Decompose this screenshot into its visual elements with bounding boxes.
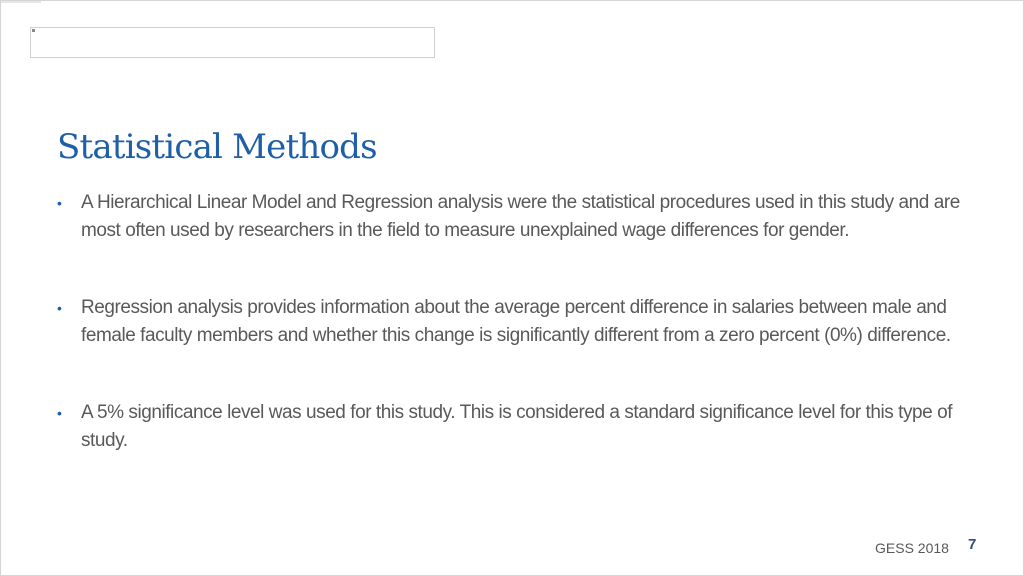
bullet-list <box>57 189 977 455</box>
bullet-text: A 5% significance level was used for this study. This is considered a standard significance level for this type of study. <box>81 402 953 451</box>
logo-mark-icon <box>32 29 35 32</box>
slide-title: Statistical Methods <box>57 127 377 167</box>
footer-label: GESS 2018 <box>875 540 949 556</box>
bullet-item <box>57 399 977 455</box>
bullet-dot-icon: • <box>57 195 62 211</box>
logo-placeholder <box>30 27 435 58</box>
bullet-text: A Hierarchical Linear Model and Regression analysis were the statistical procedures used in this study and are most often used by researchers in the field to measure unexplained wage differences for gender. <box>81 192 960 241</box>
page-number: 7 <box>968 536 977 553</box>
corner-mark <box>1 1 41 3</box>
bullet-item <box>57 294 977 350</box>
bullet-dot-icon: • <box>57 405 62 421</box>
bullet-item <box>57 189 977 245</box>
bullet-text: Regression analysis provides information about the average percent difference in salaries between male and female faculty members and whether this change is significantly different from a zero percent (0%) difference. <box>81 297 951 346</box>
bullet-dot-icon: • <box>57 300 62 316</box>
